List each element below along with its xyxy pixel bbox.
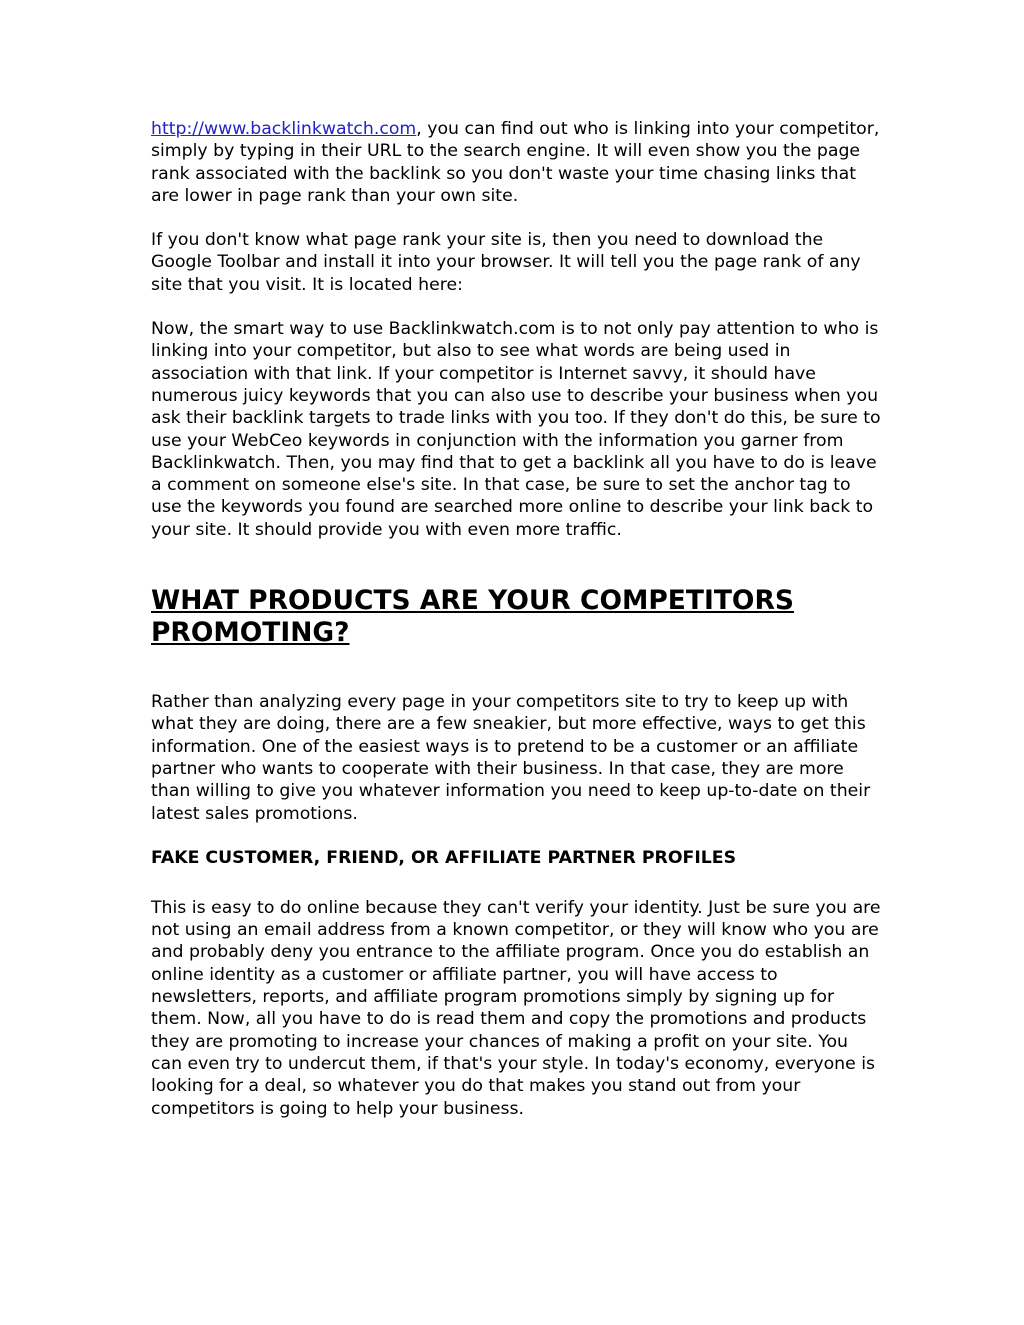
document-page bbox=[151, 118, 881, 1120]
subsection-paragraph: This is easy to do online because they can't verify your identity. Just be sure you are not using an email address from a known competitor, or they will know who you are and probably deny you entrance to the affiliate program. Once you do establish an online identity as a customer or affiliate partner, you will have access to newsletters, reports, and affiliate program promotions simply by signing up for them. Now, all you have to do is read them and copy the promotions and products they are promoting to increase your chances of making a profit on your site. You can even try to undercut them, if that's your style. In today's economy, everyone is looking for a deal, so whatever you do that makes you stand out from your competitors is going to help your business. bbox=[151, 897, 881, 1119]
intro-paragraph bbox=[151, 118, 881, 207]
intro-text: , you can find out who is linking into your competitor, simply by typing in their URL to the search engine. It will even show you the page rank associated with the backlink so you don't waste your time chasing links that are lower in page rank than your own site. bbox=[151, 119, 880, 206]
section-heading: WHAT PRODUCTS ARE YOUR COMPETITORS PROMOTING? bbox=[151, 585, 794, 649]
toolbar-paragraph: If you don't know what page rank your site is, then you need to download the Google Toolbar and install it into your browser. It will tell you the page rank of any site that you visit. It is located here: bbox=[151, 230, 861, 295]
backlinkwatch-link[interactable]: http://www.backlinkwatch.com bbox=[151, 119, 417, 139]
section-paragraph: Rather than analyzing every page in your competitors site to try to keep up with what they are doing, there are a few sneakier, but more effective, ways to get this information. One of the easiest ways is to pretend to be a customer or an affiliate partner who wants to cooperate with their business. In that case, they are more than willing to give you whatever information you need to keep up-to-date on their latest sales promotions. bbox=[151, 692, 871, 824]
subsection-heading: FAKE CUSTOMER, FRIEND, OR AFFILIATE PARTNER PROFILES bbox=[151, 847, 737, 868]
smart-way-paragraph: Now, the smart way to use Backlinkwatch.com is to not only pay attention to who is linking into your competitor, but also to see what words are being used in association with that link. If your competitor is Internet savvy, it should have numerous juicy keywords that you can also use to describe your business when you ask their backlink targets to trade links with you too. If they don't do this, be sure to use your WebCeo keywords in conjunction with the information you garner from Backlinkwatch. Then, you may find that to get a backlink all you have to do is leave a comment on someone else's site. In that case, be sure to set the anchor tag to use the keywords you found are searched more online to describe your link back to your site. It should provide you with even more traffic. bbox=[151, 319, 881, 540]
